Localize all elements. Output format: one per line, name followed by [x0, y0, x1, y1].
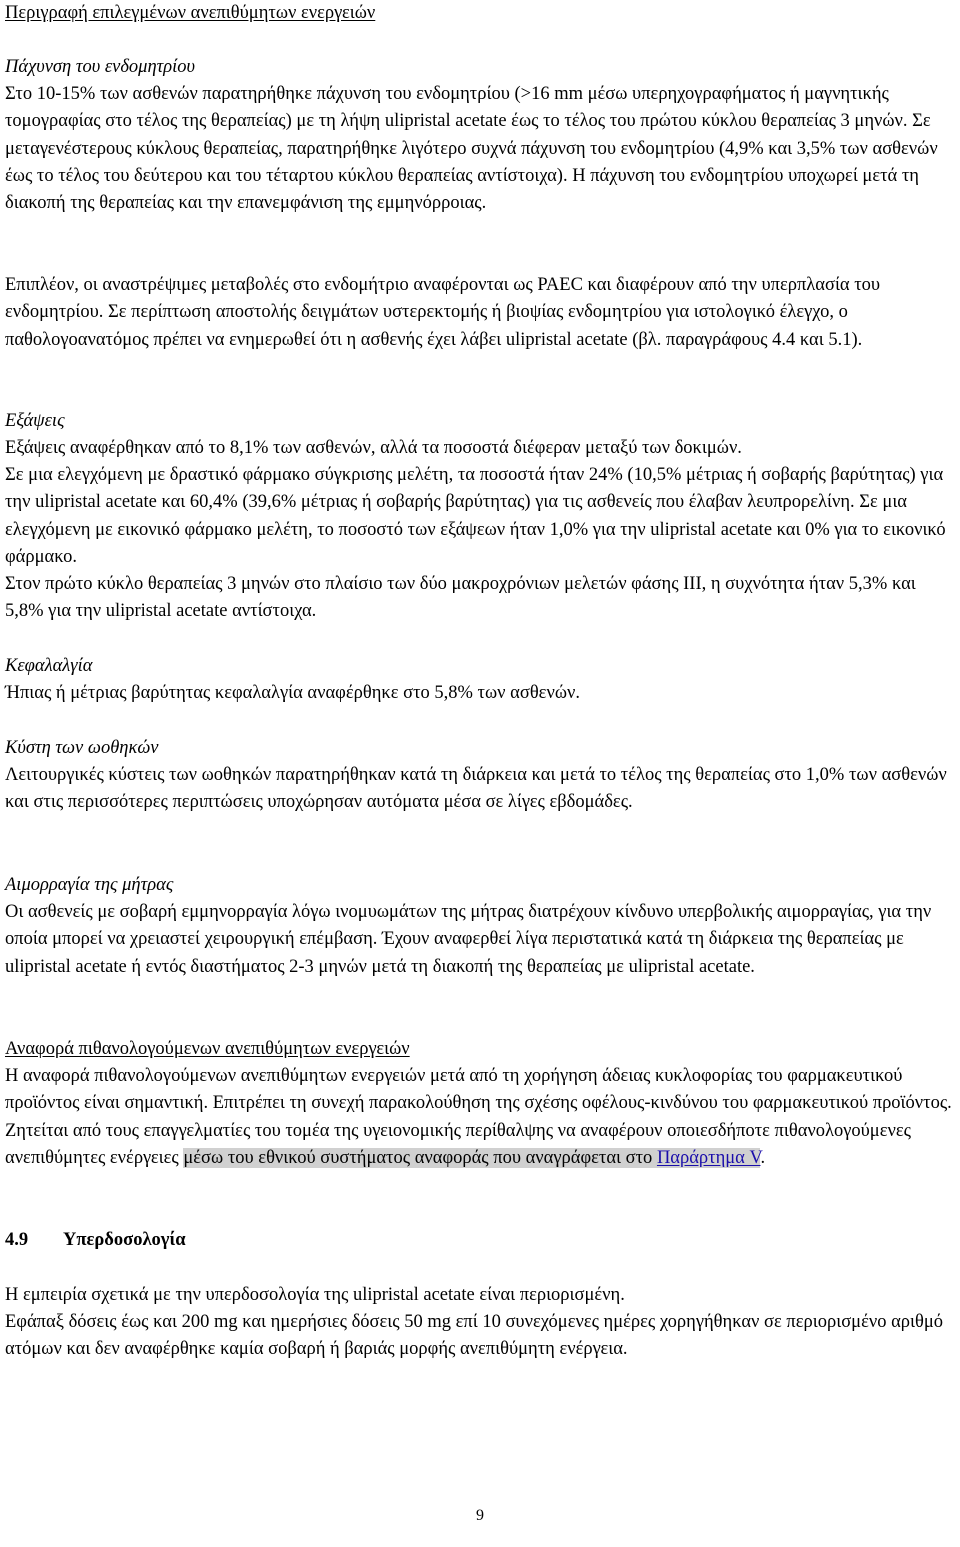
- uterine-haemorrhage-heading: Αιμορραγία της μήτρας: [5, 875, 174, 895]
- endometrium-heading: Πάχυνση του ενδομητρίου: [5, 57, 196, 77]
- ovarian-cyst-heading: Κύστη των ωοθηκών: [5, 738, 159, 758]
- hot-flushes-heading: Εξάψεις: [5, 411, 65, 431]
- reporting-end: .: [760, 1147, 766, 1168]
- overdose-section-heading: [5, 1227, 955, 1254]
- overdose-section-title: Υπερδοσολογία: [63, 1230, 186, 1250]
- hot-flushes-paragraph-2: Σε μια ελεγχόμενη με δραστικό φάρμακο σύγκρισης μελέτη, τα ποσοστά ήταν 24% (10,5% μέτριας ή σοβαρής βαρύτητας) για την ulipristal acetate και 60,4% (39,6% μέτριας ή σοβαρής βαρύτητας) για τις ασθενείς που έλαβαν λευπρορελίνη. Σε μια ελεγχόμενη με εικονικό φάρμακο μελέτη, το ποσοστό των εξάψεων ήταν 1,0% για την ulipristal acetate και 0% για το εικονικό φάρμακο.: [5, 465, 946, 567]
- endometrium-paragraph-1: Στο 10-15% των ασθενών παρατηρήθηκε πάχυνση του ενδομητρίου (>16 mm μέσω υπερηχογραφήματος ή μαγνητικής τομογραφίας στο τέλος της θεραπείας) με τη λήψη ulipristal acetate έως το τέλος του πρώτου κύκλου θεραπείας 3 μηνών. Σε μεταγενέστερους κύκλους θεραπείας, παρατηρήθηκε λιγότερο συχνά πάχυνση του ενδομητρίου (4,9% και 3,5% των ασθενών έως το τέλος του δεύτερου και του τέταρτου κύκλου θεραπείας αντίστοιχα). Η πάχυνση του ενδομητρίου υποχωρεί μετά τη διακοπή της θεραπείας και την επανεμφάνιση της εμμηνόρροιας.: [5, 84, 938, 214]
- hot-flushes-paragraph-3: Στον πρώτο κύκλο θεραπείας 3 μηνών στο πλαίσιο των δύο μακροχρόνιων μελετών φάσης III, η συχνότητα ήταν 5,3% και 5,8% για την ulipristal acetate αντίστοιχα.: [5, 574, 916, 622]
- overdose-paragraph-1: Η εμπειρία σχετικά με την υπερδοσολογία της ulipristal acetate είναι περιορισμένη.: [5, 1285, 625, 1305]
- headache-heading: Κεφαλαλγία: [5, 656, 93, 676]
- overdose-paragraph-2: Εφάπαξ δόσεις έως και 200 mg και ημερήσιες δόσεις 50 mg επί 10 συνεχόμενες ημέρες χορηγήθηκαν σε περιορισμένο αριθμό ατόμων και δεν αναφέρθηκε καμία σοβαρή ή βαριάς μορφής ανεπιθύμητη ενέργεια.: [5, 1312, 944, 1360]
- overdose-section-number: 4.9: [5, 1230, 29, 1250]
- headache-paragraph: Ήπιας ή μέτριας βαρύτητας κεφαλαλγία αναφέρθηκε στο 5,8% των ασθενών.: [5, 683, 580, 703]
- page-number: 9: [476, 1507, 484, 1524]
- uterine-haemorrhage-paragraph: Οι ασθενείς με σοβαρή εμμηνορραγία λόγω ινομυωμάτων της μήτρας διατρέχουν κίνδυνο υπερβολικής αιμορραγίας, για την οποία μπορεί να χρειαστεί χειρουργική επέμβαση. Έχουν αναφερθεί λίγα περιστατικά κατά τη διάρκεια της θεραπείας με ulipristal acetate ή εντός διαστήματος 2-3 μηνών μετά τη διακοπή της θεραπείας με ulipristal acetate.: [5, 902, 932, 977]
- endometrium-paragraph-2: Επιπλέον, οι αναστρέψιμες μεταβολές στο ενδομήτριο αναφέρονται ως PAEC και διαφέρουν από την υπερπλασία του ενδομητρίου. Σε περίπτωση αποστολής δειγμάτων υστερεκτομής ή βιοψίας ενδομητρίου για ιστολογικό έλεγχο, ο παθολογοανατόμος πρέπει να ενημερωθεί ότι η ασθενής έχει λάβει ulipristal acetate (βλ. παραγράφους 4.4 και 5.1).: [5, 275, 881, 350]
- ovarian-cyst-paragraph: Λειτουργικές κύστεις των ωοθηκών παρατηρήθηκαν κατά τη διάρκεια και μετά το τέλος της θεραπείας στο 1,0% των ασθενών και στις περισσότερες περιπτώσεις υποχώρησαν αυτόματα μέσα σε λίγες εβδομάδες.: [5, 765, 947, 813]
- annex-v-link[interactable]: Παράρτημα V: [656, 1147, 761, 1168]
- reporting-heading: Αναφορά πιθανολογούμενων ανεπιθύμητων ενεργειών: [5, 1039, 410, 1059]
- hot-flushes-paragraph-1: Εξάψεις αναφέρθηκαν από το 8,1% των ασθενών, αλλά τα ποσοστά διέφεραν μεταξύ των δοκιμών.: [5, 438, 742, 458]
- reporting-text: Η αναφορά πιθανολογούμενων ανεπιθύμητων ενεργειών μετά από τη χορήγηση άδειας κυκλοφορίας του φαρμακευτικού προϊόντος είναι σημαντική. Επιτρέπει τη συνεχή παρακολούθηση της σχέσης οφέλους-κινδύνου του φαρμακευτικού προϊόντος. Ζητείται από τους επαγγελματίες του τομέα της υγειονομικής περίθαλψης να αναφέρουν οποιεσδήποτε πιθανολογούμενες ανεπιθύμητες ενέργειες: [5, 1066, 952, 1168]
- reporting-highlight: μέσω του εθνικού συστήματος αναφοράς που αναγράφεται στο: [183, 1147, 653, 1168]
- section-title: Περιγραφή επιλεγμένων ανεπιθύμητων ενεργειών: [5, 3, 376, 23]
- reporting-paragraph: [5, 1063, 955, 1172]
